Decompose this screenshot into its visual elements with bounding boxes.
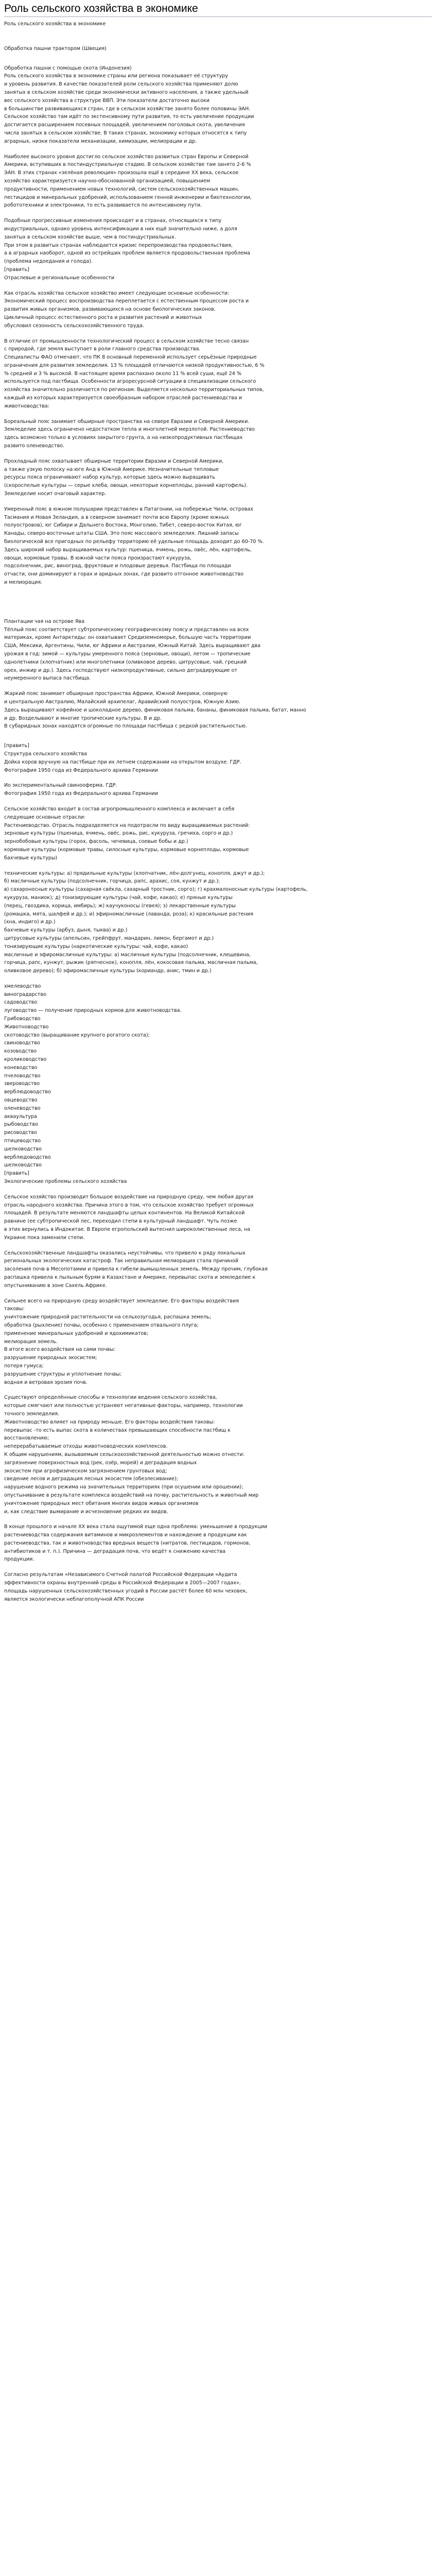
section-gap [4,498,432,505]
text-line: США, Мексики, Аргентины, Чили, юг Африки и Австралии, Южный Китай. Здесь выращивают два [4,643,261,649]
section-gap [4,210,432,217]
text-section [4,45,432,53]
section-gap [4,1242,432,1249]
text-line: Тёплый пояс соответствует субтропическому географическому поясу и представлен на всех [4,626,249,633]
text-line: % средней и 3 % высокой. В настоящее время распахано около 11 % всей суши, ещё 24 % [4,370,241,377]
edit-link[interactable]: [править] [4,743,29,749]
text-line: антибиотиков и т. п.). Причина — деградация почв, что ведёт к снижению качества [4,1548,226,1554]
section-gap [4,53,432,64]
text-line: робототехники и электроники, то есть развивается по интенсивному пути. [4,202,202,209]
text-line: оливковое дерево); б) эфиромасличные культуры (кориандр, анис, тмин и др.) [4,968,212,974]
text-section [4,982,432,1186]
text-line: занятых в сельском хозяйстве выше, чем в постиндустриальных. [4,234,176,240]
text-section [4,457,432,498]
text-line: виноградарство [4,991,47,997]
text-line: рисоводство [4,1130,38,1136]
text-line: развито оленеводство. [4,443,65,449]
edit-link[interactable]: [править] [4,1171,29,1177]
text-line: опустынивание в результате комплекса воздействий на почву, растительность и животный мир [4,1492,259,1498]
text-line: биологической все пригодных по рельефу территорию её удельные площадь доходит до 60-70 %. [4,539,264,545]
text-line: продуктивности, применением новых технологий, систем сельскохозяйственных машин, [4,186,239,192]
text-line: Существуют определённые способы и технологии ведения сельского хозяйства, [4,1395,217,1401]
text-line: Тасмания и Новая Зеландия, а в северном занимает почти всю Европу (кроме южных [4,514,229,520]
text-line: звероводство [4,1081,40,1087]
text-line: зерновые культуры (пшеница, ячмень, овёс, рожь, рис, кукуруза, гречиха, сорго и др.) [4,831,233,837]
text-line: ограничения для развития земледелия. 13 % площадей отличаются низкой продуктивностью, 6 % [4,362,265,368]
text-line: оленеводство [4,1105,41,1111]
text-line: занятых в сельском хозяйстве среди экономически активного населения, а также удельный [4,89,249,95]
text-line: садоводство [4,999,38,1006]
text-line: Прохладный пояс охватывает обширные территории Евразии и Северной Америки, [4,458,224,464]
text-line: в) сахароносные культуры (сахарная свёкла, сахарный тростник, сорго); г) крахмалоносные культуры (картофель, [4,887,308,893]
text-line: Как отрасль хозяйства сельское хозяйство имеет следующие основные особенности: [4,290,230,296]
text-line: растениеводства, так и животноводства вредных веществ (нитратов, пестицидов, гормонов, [4,1540,251,1546]
text-line: Согласно результатам «Независимого Счетной палатой Российской Федерации «Аудита [4,1572,237,1578]
text-line: орех, инжир и др.). Здесь господствуют низкопродуктивные, сильно деградирующие от [4,667,237,673]
text-line: обработка (рыхление) почвы, особенно с применением отвального плуга; [4,1322,199,1328]
section-gap [4,975,432,982]
text-line: хмелеводство [4,983,41,989]
section-gap [4,146,432,153]
text-line: индустриальных, однако уровень интенсификации в них ещё значительно ниже, а доля [4,226,237,232]
text-section [4,805,432,862]
text-line: применение минеральных удобрений и ядохимикатов; [4,1330,149,1336]
text-line: Америки, вступивших в постиндустриальную стадию. В сельском хозяйстве там занято 2-6 % [4,162,251,168]
text-line: Здесь выращивают кофейное и шоколадное дерево, финиковая пальма, бананы, финиковая пальма, батат, манно [4,707,306,713]
text-line: водная и ветровая эрозия почв. [4,1379,88,1385]
text-line: Фотография 1950 года из Федерального архива Германии [4,767,158,773]
section-gap [4,330,432,337]
text-line: Наиболее высокого уровня достигло сельское хозяйство развитых стран Европы и Северной [4,154,249,160]
section-gap [4,450,432,457]
page-title: Роль сельского хозяйства в экономике [4,2,432,17]
text-line: пчеловодство [4,1073,41,1079]
text-section [4,505,432,587]
text-line: ресурсы пояса ограничивают набор культур, которые здесь можно выращивать [4,474,215,481]
text-line: Плантации чая на острове Ява [4,618,85,624]
text-section [4,64,432,146]
text-line: полуостровов), юг Сибири и Дальнего Востока, Монголию, Тибет, северо-восток Китая, юг [4,522,242,529]
text-line: Экологические проблемы сельского хозяйства [4,1179,127,1185]
text-line: следующие основные отрасли: [4,814,85,820]
text-line: Сельское хозяйство производит большое воздействие на природную среду, чем любая другая [4,1194,254,1200]
text-line: свиноводство [4,1040,40,1046]
text-line: развития живых организмов, развивающихся на основе биологических законов. [4,307,216,313]
text-line: Растениеводство. Отрасль подразделяется на подотрасли по виду выращиваемых растений: [4,822,250,828]
text-line: Животноводство влияет на природу меньше. Его факторы воздействия таковы: [4,1419,215,1425]
text-line: которые смягчают или полностью устраняют негативные факторы, например, технологии [4,1403,243,1409]
text-line: здесь возможно только в условиях закрытого грунта, а на низкопродуктивных пастбищах [4,435,243,441]
text-line: пестицидов и минеральных удобрений, использованием генной инженерии и биотехнологии, [4,194,252,200]
text-section [4,1249,432,1290]
text-line: При этом в развитых странах наблюдается кризис перепроизводства продовольствия, [4,242,233,248]
text-line: Фотография 1950 года из Федерального архива Германии [4,791,158,797]
text-line: в большинстве развивающихся стран, где в сельском хозяйстве занято более половины ЭАН. [4,106,251,112]
text-line: овощи, кормовые травы. В южной части пояса произрастают кукуруза, [4,555,192,561]
text-section [4,290,432,330]
text-line: шелководство [4,1146,42,1152]
text-line: Жаркий пояс занимает обширные пространства Африки, Южной Америки, северную [4,691,228,697]
text-line: Отраслевые и региональные особенности [4,275,115,281]
text-line: каждый из которых характеризуется своеобразным набором отраслей растениеводства и [4,395,242,401]
text-line: (скороспелые культуры — серые хлеба, овощи, некоторые корнеплоды, ранний картофель). [4,483,248,489]
section-gap [4,587,432,618]
text-section [4,1571,432,1603]
section-gap [4,862,432,870]
text-section [4,1297,432,1387]
text-line: Земледелие носит очаговый характер. [4,491,107,497]
text-line: Подобные прогрессивные изменения происходят и в странах, относящихся к типу [4,218,222,224]
text-line: (ромашка, мята, шалфей и др.); и) эфирномасличные (лаванда, роза); к) красильные растения [4,911,253,917]
text-line: Специалисты ФАО отмечают, что ПК 8 основный переменной использует серьёзные природные [4,354,257,361]
text-line: площадь нарушенных сельскохозяйственных угодий в России растёт более 60 млн чеховек, [4,1588,248,1594]
text-section [4,217,432,282]
section-gap [4,1564,432,1571]
text-line: В конце прошлого и начале XX века стала ощутимой еще одна проблема: уменьшение в продукции [4,1524,268,1530]
text-line: Обработка пашни трактором (Швеция) [4,45,107,52]
text-line: равнине (ее субтропической лес, переходил степи в культурный ландшафт. Чуть позже [4,1218,237,1225]
section-gap [4,1386,432,1394]
text-line: продукции. [4,1556,34,1563]
section-gap [4,1290,432,1297]
text-line: региональных экологических катастроф. Так неправильная мелиорация стала причиной [4,1258,238,1264]
text-line: экосистем при агрофизическом загрязнением грунтовых вод; [4,1468,167,1474]
text-line: бахчевые культуры (арбуз, дыня, тыква) и др.) [4,927,128,934]
edit-link[interactable]: [править] [4,266,29,273]
text-line: загрязнение поверхностных вод (рек, озёр, морей) и деградация водных [4,1460,197,1466]
section-gap [4,683,432,690]
text-line: является экологически неблагополучной АПК России [4,1596,144,1602]
text-line: Дойка коров вручную на пастбище при их летнем содержании на открытом воздухе. ГДР. [4,759,241,765]
text-line: В итоге всего воздействия на сами почвы: [4,1347,116,1353]
text-line: распашка привела к пыльным бурям в Казахстане и Америке, перевыпас скота и земледелие к [4,1274,256,1280]
text-line: Обработка пашни с помощью скота (Индонезия) [4,65,132,71]
text-line: аграрных, низки показатели механизации, химизации, мелиорации и др. [4,138,197,144]
text-line: достигается расширением посевных площадей, увеличением поголовья скота, увеличения [4,122,245,128]
section-gap [4,282,432,290]
text-line: бахчевые культуры) [4,855,58,861]
text-line: Грибоводство [4,1016,41,1022]
text-line: верблюдоводство [4,1154,51,1160]
text-line: разрушение природных экосистем; [4,1355,97,1361]
text-line: (хна, индиго) и др.) [4,919,56,925]
text-line: Структура сельского хозяйства [4,751,88,757]
text-line: и центральную Австралию, Малайский архипелаг, Аравийский полуостров, Южную Азию. [4,699,240,705]
text-line: Роль сельского хозяйства в экономике страны или региона показывает её структуру [4,73,229,79]
text-line: Украине пока заменили степи. [4,1234,85,1241]
text-section [4,782,432,798]
text-line: Умеренный пояс в южном полушарии представлен в Патагонии, на побережье Чили, островах [4,506,253,512]
text-section [4,153,432,210]
text-line: В отличие от промышленности технологический процесс в сельском хозяйстве тесно связан [4,338,249,344]
text-line: восстановлению; [4,1435,49,1442]
section-gap [4,1186,432,1193]
text-line: отчасти, они доминируют в горах и аридных зонах, где развито отгонное животноводство [4,571,244,578]
text-section [4,1193,432,1242]
text-line: В субаридных зонах находятся огромные по площади пастбища с редкой растительностью. [4,723,247,730]
text-line: скотоводство (выращивание крупного рогатого скота); [4,1032,150,1038]
text-line: шелководство [4,1162,42,1168]
text-section [4,742,432,774]
text-line: животноводства: [4,403,49,409]
text-line: засоления почв в Месопотамии и привела к гибели вымышленных земель. Между прочим, глубокая [4,1266,268,1273]
text-section [4,1394,432,1516]
text-line: таковы: [4,1306,25,1312]
text-line: цитрусовые культуры (апельсин, грейпфрут, мандарин, лимон, бергамот и др.) [4,935,214,941]
text-line: площадей. В результате меняются ландшафты целых континентов. На Великой Китайской [4,1210,245,1216]
section-gap [4,798,432,805]
text-line: козоводство [4,1048,37,1055]
text-line: (проблема недоедания и голода). [4,259,93,265]
text-line: эффективности охраны внутренний среды в Российской Федерации в 2005—2007 годах», [4,1580,241,1586]
text-line: коневодство [4,1064,38,1071]
text-line: опустыниванию в зоне Сахель Африке. [4,1282,107,1289]
text-line: неумеренного выпаса пастбища. [4,675,91,682]
text-line: с природой, где земля выступает в роли главного средства производства. [4,346,201,352]
text-line: а также узкую полоску на юге Анд в Южной Америке. Незначительные тепловые [4,466,219,472]
text-line: верблюдоводство [4,1089,51,1095]
text-line: и уровень развития. В качестве показателей роли сельского хозяйства применяют долю [4,81,238,88]
text-line: подсолнечник, рис, виноград, фруктовые и плодовые деревья. Пастбища по площади [4,563,231,569]
section-gap [4,411,432,418]
text-line: неперерабатываемые отходы животноводческих комплексов. [4,1444,168,1450]
text-line: Сельское хозяйство входит в состав агропромышленного комплекса и включает в себя [4,806,235,812]
text-line: потеря гумуса; [4,1363,44,1369]
text-line: К общим нарушениям, вызываемым сельскохозяйственной деятельностью можно отнести: [4,1451,245,1458]
text-line: числа занятых в сельском хозяйстве. В таких странах, экономику которых относятся к типу [4,130,247,136]
text-line: Цикличный процесс естественного роста и развития растений и животных [4,314,202,320]
text-line: и, как следствие вымирание и исчезновение редких их видов. [4,1509,168,1515]
text-line: однолетники (хлопчатник) или многолетники (оливковое дерево, цитрусовые, чай, грецкий [4,659,247,665]
text-line: Здесь широкий набор выращиваемых культур: пшеница, ячмень, рожь, овёс, лён, картофель, [4,547,252,553]
text-line: ЭАН. В этих странах «зелёная революция» произошла ещё в середине XX века, сельское [4,170,239,176]
text-line: нарушение водного режима на значительных территориях (при осушении или орошении); [4,1484,243,1490]
text-section [4,690,432,731]
text-line: Сильнее всего на природную среду воздействует земледелие. Его факторы воздействия [4,1298,239,1304]
text-line: тонизирующие культуры (наркотические культуры: чай, кофе, какао) [4,943,188,950]
text-line: и мелиорация. [4,580,43,586]
text-line: кролиководство [4,1057,47,1063]
text-line: Животноводство [4,1024,49,1030]
text-line: и др. Возделывают и многие тропические культуры. В и др. [4,715,162,721]
text-line: растениеводства содержания витаминов и микроэлементов и нахождение в продукции как [4,1532,247,1538]
text-line: Сельскохозяйственные ландшафты оказались неустойчивы, что привело к ряду локальных [4,1250,246,1256]
text-line: уничтожение природных мест обитания многих видов живых организмов [4,1500,199,1506]
text-section [4,1523,432,1564]
text-line: разрушение структуры и уплотнение почвы; [4,1371,122,1377]
text-line: перевыпас -то есть выпас скота в количествах превышающих способности пастбищ к [4,1427,231,1433]
text-line: Ио экспериментальный свинооферма. ГДР. [4,783,117,789]
text-line: птицеводство [4,1138,41,1144]
text-line: рыбоводство [4,1122,38,1128]
text-line: овцеводство [4,1097,38,1104]
text-line: кормовые культуры (кормовые травы, силосные культуры, кормовые корнеплоды, кормовые [4,846,249,853]
text-line: хозяйства значительно различается по регионам. Выделяется несколько территориальных типов, [4,387,264,393]
text-line: в этих вернулись в Индокитае. В Европе егропольский вытеснил широколиственные леса, на [4,1227,251,1232]
text-line: используется под пастбища. Особенности агроресурсной ситуации в специализации сельского [4,379,256,385]
document-page [0,2,436,1607]
text-line: технические культуры: а) прядильные культуры (хлопчатник, лён-долгунец, конопля, джут и др.); [4,870,265,876]
text-line: Земледелие здесь ограничено недостатком тепла и многолетней мерзлотой. Растениеводство [4,427,255,433]
text-line: материках, кроме Антарктиды: он охватывает Средиземноморье, большую часть территории [4,635,251,641]
text-line: луговодство — получение природных кормов для животноводства. [4,1008,182,1014]
text-line: вес сельского хозяйства в структуре ВВП. Эти показатели достаточно высоки [4,97,210,104]
text-line: точного земледелия. [4,1411,60,1417]
text-line: сведение лесов и деградация лесных экосистем (обезлесивание); [4,1476,179,1482]
text-line: а в аграрных наоборот, одной из острейших проблем является продовольственная проблема [4,250,251,257]
text-line: уничтожение природной растительности на сельхозугодья, распашка земель; [4,1314,212,1320]
text-line: урожая в год: зимой — культуры умеренного пояса (зерновые, овощи), летом — тропические [4,651,251,657]
text-section [4,337,432,411]
text-line: горчица, рапс, кунжут, рыжик (ряпчеснок), конопля, лён, кокосовая пальма, масличная пальма, [4,960,258,966]
text-section [4,418,432,450]
section-gap [4,774,432,782]
text-line: Экономический процесс воспроизводства переплетается с естественным процессом роста и [4,298,249,304]
article-body [4,38,432,1604]
text-line: Сельское хозяйство там идёт по экстенсивному пути развития, то есть увеличение продукции [4,114,254,120]
section-gap [4,38,432,45]
text-line: акваультура [4,1113,37,1120]
text-line: хозяйство характеризуется научно-обоснованной организацией, повышением [4,178,211,184]
text-line: отрасль народного хозяйства. Причина этого в том, что сельское хозяйство требует огромных [4,1202,254,1208]
text-line: масличные и эфиромасличные культуры: а) масличные культуры (подсолнечник, клещевина, [4,952,251,958]
text-line: (перец, гвоздика, корица, имбирь); ж) каучуконосы (гевея); з) лекарственные культуры [4,903,236,909]
text-line: кукуруза, маниок); д) тонизирующие культуры (чай, кофе, какао); е) пряные культуры [4,894,233,901]
text-section [4,870,432,975]
text-line: Бореальный пояс занимает обширные пространства на севере Евразии и Северной Америки. [4,418,250,425]
text-line: обусловил сезонность сельскохозяйственного труда. [4,323,145,329]
page-subtitle: Роль сельского хозяйства в экономике [4,21,106,27]
text-line: мелиорация земель. [4,1338,58,1345]
text-line: Канады, северо-восточные штаты США. Это пояс массового земледелия. Лишний запасы [4,531,239,537]
text-line: б) масличные культуры (подсолнечник, горчица, рапс, арахис, соя, кунжут и др.); [4,878,220,885]
text-section [4,618,432,683]
section-gap [4,1516,432,1523]
text-line: зернобобовые культуры (горох, фасоль, чечевица, соевые бобы и др.) [4,839,188,845]
section-gap [4,731,432,742]
